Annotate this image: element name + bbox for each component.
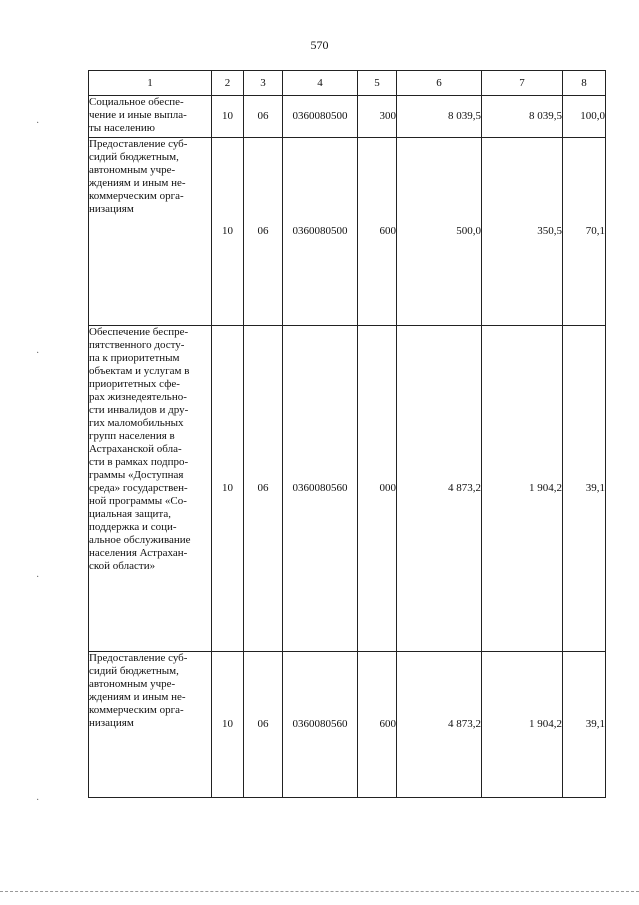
table-row [89,326,606,652]
bottom-rule [0,891,639,892]
row-name-cell: Обеспечение беспре- пятственного досту- па к приоритетным объектам и услугам в приоритетных сфе- рах жизнедеятельно- сти инвалидов и дру- гих маломобильных групп населения в Астраханской обла- сти в рамках подпро- граммы «Доступная среда» государствен- ной программы «Со- циальная защита, поддержка и соци- альное обслуживание населения Астрахан- ской области» [89,326,212,652]
table-row [89,652,606,798]
expense-type-cell: 600 [358,138,397,326]
table-row [89,138,606,326]
percent-cell: 70,1 [563,138,606,326]
subsection-cell: 06 [244,326,283,652]
expense-type-cell: 000 [358,326,397,652]
row-name-cell: Социальное обеспе- чение и иные выпла- ты населению [89,96,212,138]
page-number: 570 [310,38,329,52]
header-row [89,71,606,96]
percent-cell: 39,1 [563,652,606,798]
column-header: 4 [283,71,358,96]
subsection-cell: 06 [244,652,283,798]
scan-speck: · [36,348,40,359]
actual-amount-cell: 1 904,2 [482,652,563,798]
target-article-cell: 0360080500 [283,96,358,138]
section-cell: 10 [212,326,244,652]
scan-speck: · [36,795,40,806]
plan-amount-cell: 8 039,5 [397,96,482,138]
plan-amount-cell: 4 873,2 [397,652,482,798]
target-article-cell: 0360080560 [283,652,358,798]
actual-amount-cell: 350,5 [482,138,563,326]
subsection-cell: 06 [244,96,283,138]
table-row [89,96,606,138]
column-header: 7 [482,71,563,96]
column-header: 1 [89,71,212,96]
expense-type-cell: 600 [358,652,397,798]
plan-amount-cell: 500,0 [397,138,482,326]
row-name-cell: Предоставление суб- сидий бюджетным, автономным учре- ждениям и иным не- коммерческим орга- низациям [89,138,212,326]
percent-cell: 39,1 [563,326,606,652]
actual-amount-cell: 1 904,2 [482,326,563,652]
section-cell: 10 [212,138,244,326]
row-name-cell: Предоставление суб- сидий бюджетным, автономным учре- ждениям и иным не- коммерческим орга- низациям [89,652,212,798]
section-cell: 10 [212,652,244,798]
column-header: 6 [397,71,482,96]
expense-type-cell: 300 [358,96,397,138]
percent-cell: 100,0 [563,96,606,138]
column-header: 8 [563,71,606,96]
section-cell: 10 [212,96,244,138]
scan-speck: · [36,572,40,583]
column-header: 5 [358,71,397,96]
scan-speck: · [36,118,40,129]
budget-table [88,70,606,798]
actual-amount-cell: 8 039,5 [482,96,563,138]
target-article-cell: 0360080500 [283,138,358,326]
column-header: 2 [212,71,244,96]
target-article-cell: 0360080560 [283,326,358,652]
column-header: 3 [244,71,283,96]
subsection-cell: 06 [244,138,283,326]
plan-amount-cell: 4 873,2 [397,326,482,652]
